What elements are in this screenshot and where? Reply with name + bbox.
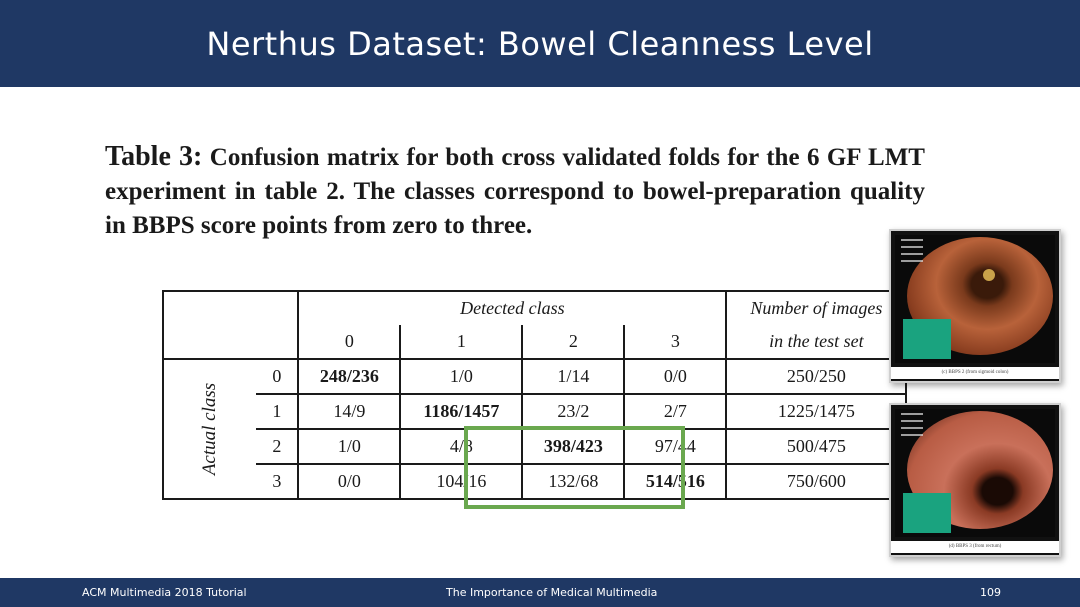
matrix-cell-3-2: 132/68 xyxy=(522,464,624,499)
table-caption-label: Table 3: xyxy=(105,141,203,172)
matrix-cell-3-1: 104/16 xyxy=(400,464,522,499)
actual-class-label-cell xyxy=(163,359,256,499)
slide-footer xyxy=(0,578,1080,607)
image-caption-bbps3: (d) BBPS 3 (from rectum) xyxy=(891,541,1059,553)
endoscopy-image-bbps3 xyxy=(889,403,1061,557)
count-header-line2: in the test set xyxy=(726,325,906,359)
green-overlay-box xyxy=(903,319,951,359)
detected-class-header: Detected class xyxy=(298,291,726,325)
slide-title: Nerthus Dataset: Bowel Cleanness Level xyxy=(206,24,874,63)
row-total-2: 500/475 xyxy=(726,429,906,464)
stool-residue xyxy=(983,269,995,281)
actual-class-2: 2 xyxy=(256,429,298,464)
detected-class-3: 3 xyxy=(624,325,726,359)
footer-left: ACM Multimedia 2018 Tutorial xyxy=(82,586,247,599)
endoscopy-image-bbps2 xyxy=(889,229,1061,383)
detected-class-0: 0 xyxy=(298,325,400,359)
detected-class-1: 1 xyxy=(400,325,522,359)
actual-class-1: 1 xyxy=(256,394,298,429)
matrix-cell-1-0: 14/9 xyxy=(298,394,400,429)
detected-class-2: 2 xyxy=(522,325,624,359)
actual-class-3: 3 xyxy=(256,464,298,499)
matrix-cell-2-1: 4/8 xyxy=(400,429,522,464)
matrix-cell-2-0: 1/0 xyxy=(298,429,400,464)
matrix-cell-1-1: 1186/1457 xyxy=(400,394,522,429)
footer-center: The Importance of Medical Multimedia xyxy=(446,586,658,599)
green-overlay-box xyxy=(903,493,951,533)
page-number: 109 xyxy=(980,586,1001,599)
actual-class-label: Actual class xyxy=(199,382,221,476)
endoscopy-photo xyxy=(895,409,1055,537)
matrix-cell-2-3: 97/44 xyxy=(624,429,726,464)
slide-header xyxy=(0,0,1080,87)
matrix-cell-2-2: 398/423 xyxy=(522,429,624,464)
image-caption-bbps2: (c) BBPS 2 (from sigmoid colon) xyxy=(891,367,1059,379)
overlay-text xyxy=(901,413,923,439)
matrix-cell-1-2: 23/2 xyxy=(522,394,624,429)
endoscopy-photo xyxy=(895,235,1055,363)
table-corner-cell xyxy=(163,291,298,359)
actual-class-0: 0 xyxy=(256,359,298,394)
highlight-box xyxy=(464,426,685,509)
table-caption-text: Confusion matrix for both cross validated folds for the 6 GF LMT experiment in table 2. The classes correspond to bowel-preparation quality in BBPS score points from zero to three. xyxy=(105,144,925,239)
matrix-cell-0-3: 0/0 xyxy=(624,359,726,394)
table-caption xyxy=(105,140,925,243)
matrix-cell-0-0: 248/236 xyxy=(298,359,400,394)
row-total-3: 750/600 xyxy=(726,464,906,499)
matrix-cell-0-1: 1/0 xyxy=(400,359,522,394)
matrix-cell-3-3: 514/516 xyxy=(624,464,726,499)
matrix-cell-3-0: 0/0 xyxy=(298,464,400,499)
count-header-line1: Number of images xyxy=(726,291,906,325)
row-total-1: 1225/1475 xyxy=(726,394,906,429)
overlay-text xyxy=(901,239,923,265)
matrix-cell-1-3: 2/7 xyxy=(624,394,726,429)
matrix-cell-0-2: 1/14 xyxy=(522,359,624,394)
row-total-0: 250/250 xyxy=(726,359,906,394)
